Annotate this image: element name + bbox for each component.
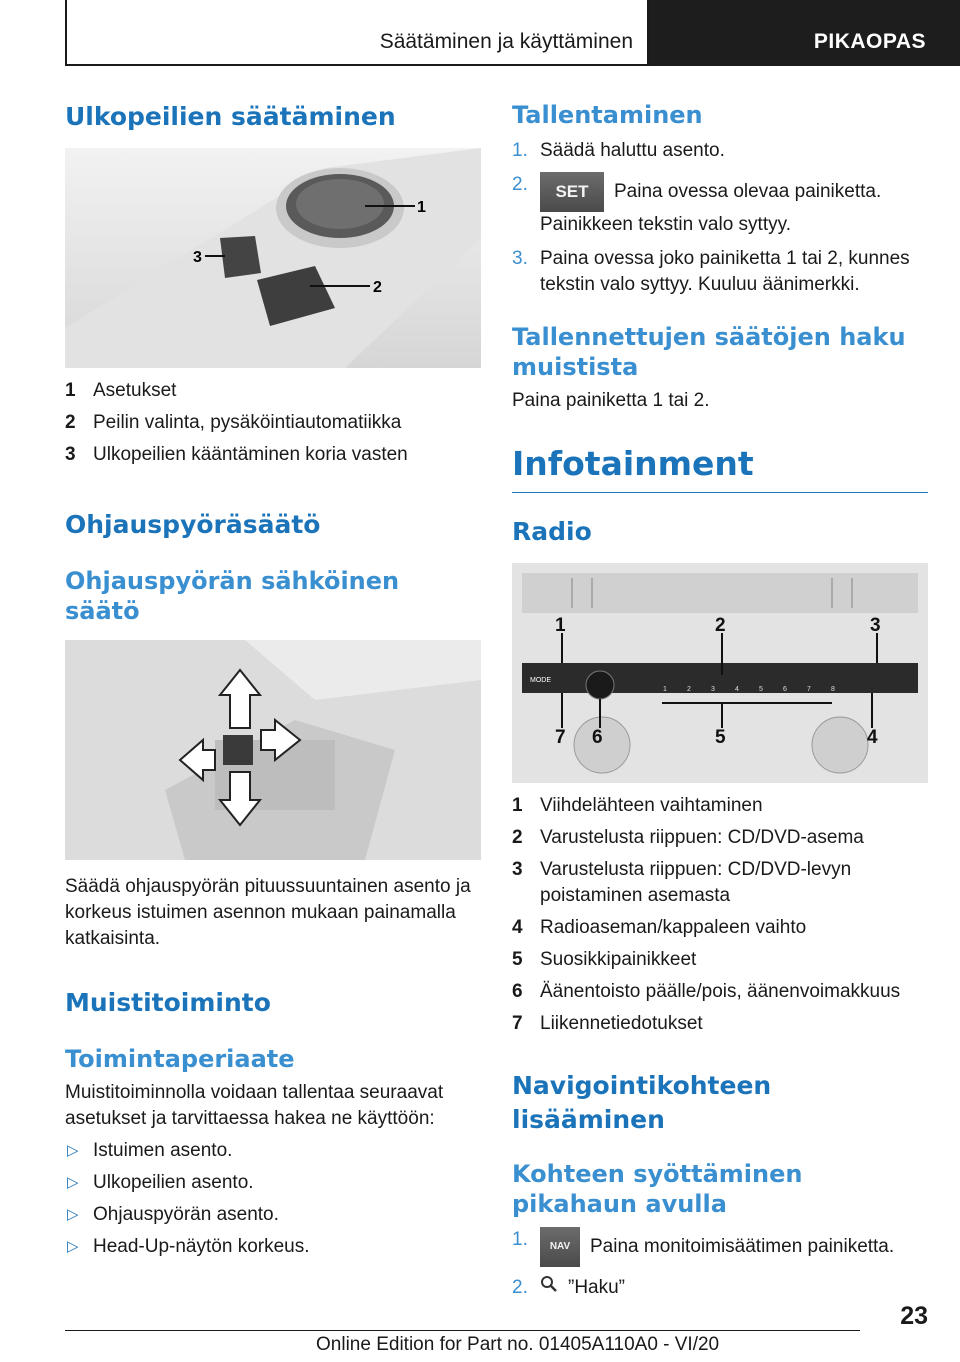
memory-subheading: Toimintaperiaate — [65, 1045, 295, 1073]
list-item: 2 Peilin valinta, pysäköintiautomatiikka — [65, 412, 402, 433]
list-item: 1 Asetukset — [65, 380, 177, 401]
radio-preset-key-6: 6 — [783, 686, 787, 693]
steering-adjust-figure — [65, 640, 481, 860]
save-steps — [512, 138, 928, 298]
left-column — [65, 100, 481, 1260]
memory-description: Muistitoiminnolla voidaan tallentaa seuraavat asetukset ja tarvittaessa hakea ne käyttöön: — [65, 1082, 444, 1129]
radio-preset-key-1: 1 — [663, 686, 667, 693]
page-header — [65, 0, 960, 66]
list-item: 2. ”Haku” — [512, 1275, 928, 1301]
mirror-fig-label-1: 1 — [417, 199, 426, 216]
set-button-icon: SET — [540, 172, 604, 212]
footer-divider — [65, 1330, 860, 1331]
radio-fig-label-6: 6 — [592, 727, 603, 748]
steering-description: Säädä ohjauspyörän pituussuuntainen asento ja korkeus istuimen asennon mukaan painamalla katkaisinta. — [65, 876, 471, 949]
radio-preset-key-2: 2 — [687, 686, 691, 693]
list-item: 5 Suosikkipainikkeet — [512, 949, 697, 970]
radio-figure — [512, 563, 928, 783]
mirror-fig-label-2: 2 — [373, 279, 382, 296]
list-item: 3 Varustelusta riippuen: CD/DVD-levyn poistaminen asemasta — [512, 859, 852, 906]
right-column — [512, 100, 928, 1301]
radio-fig-mode-text: MODE — [530, 677, 551, 684]
list-item: ▷ Ulkopeilien asento. — [65, 1170, 481, 1196]
list-item: 1. NAV Paina monitoimisäätimen painiketta. — [512, 1227, 928, 1267]
list-item: ▷ Head-Up-näytön korkeus. — [65, 1234, 481, 1260]
radio-preset-key-8: 8 — [831, 686, 835, 693]
list-item: 6 Äänentoisto päälle/pois, äänenvoimakkuus — [512, 981, 901, 1002]
footer-edition: Online Edition for Part no. 01405A110A0 - VI/20 — [316, 1334, 720, 1355]
save-heading: Tallentaminen — [512, 101, 703, 129]
navigation-heading: Navigointikohteen lisääminen — [512, 1071, 772, 1134]
radio-fig-label-4: 4 — [867, 727, 878, 748]
list-item: ▷ Istuimen asento. — [65, 1138, 481, 1164]
radio-fig-label-3: 3 — [870, 615, 881, 636]
radio-fig-label-7: 7 — [555, 727, 566, 748]
bullet-triangle-icon: ▷ — [67, 1142, 79, 1159]
header-tab-label: PIKAOPAS — [813, 30, 926, 53]
mirror-controls-figure — [65, 148, 481, 368]
recall-description: Paina painiketta 1 tai 2. — [512, 390, 710, 411]
list-item: 1 Viihdelähteen vaihtaminen — [512, 795, 763, 816]
header-tab — [649, 0, 960, 66]
bullet-triangle-icon: ▷ — [67, 1238, 79, 1255]
list-item: ▷ Ohjauspyörän asento. — [65, 1202, 481, 1228]
radio-preset-key-4: 4 — [735, 686, 739, 693]
radio-fig-label-1: 1 — [555, 615, 566, 636]
radio-preset-key-5: 5 — [759, 686, 763, 693]
radio-fig-label-5: 5 — [715, 727, 726, 748]
header-section-title: Säätäminen ja käyttäminen — [379, 30, 633, 53]
radio-preset-key-7: 7 — [807, 686, 811, 693]
navigation-subheading: Kohteen syöttäminen pikahaun avulla — [512, 1160, 803, 1218]
list-item: 2 Varustelusta riippuen: CD/DVD-asema — [512, 827, 864, 848]
mirror-legend — [65, 378, 481, 468]
bullet-triangle-icon: ▷ — [67, 1206, 79, 1223]
bullet-triangle-icon: ▷ — [67, 1174, 79, 1191]
radio-fig-label-2: 2 — [715, 615, 726, 636]
mirror-heading: Ulkopeilien säätäminen — [65, 102, 396, 131]
header-section-box — [65, 0, 649, 66]
radio-preset-key-3: 3 — [711, 686, 715, 693]
memory-bullets — [65, 1138, 481, 1260]
steering-heading: Ohjauspyöräsäätö — [65, 510, 321, 539]
nav-button-icon: NAV — [540, 1227, 580, 1267]
search-icon — [540, 1275, 558, 1301]
section-divider — [512, 492, 928, 493]
radio-legend — [512, 793, 928, 1037]
list-item: 4 Radioaseman/kappaleen vaihto — [512, 917, 807, 938]
recall-heading: Tallennettujen säätöjen haku muistista — [512, 323, 906, 381]
list-item: 3 Ulkopeilien kääntäminen koria vasten — [65, 444, 408, 465]
infotainment-heading: Infotainment — [512, 444, 754, 483]
page-number: 23 — [900, 1302, 928, 1330]
radio-heading: Radio — [512, 517, 592, 546]
list-item: 2. SET Paina ovessa olevaa painiketta. Painikkeen tekstin valo syttyy. — [512, 174, 882, 235]
navigation-steps — [512, 1227, 928, 1301]
list-item: 7 Liikennetiedotukset — [512, 1013, 703, 1034]
memory-heading: Muistitoiminto — [65, 988, 271, 1017]
list-item: 1. Säädä haluttu asento. — [512, 140, 725, 161]
mirror-fig-label-3: 3 — [193, 249, 202, 266]
list-item: 3. Paina ovessa joko painiketta 1 tai 2, kunnes tekstin valo syttyy. Kuuluu äänimerkki. — [512, 248, 910, 295]
steering-subheading: Ohjauspyörän sähköinen säätö — [65, 567, 400, 625]
